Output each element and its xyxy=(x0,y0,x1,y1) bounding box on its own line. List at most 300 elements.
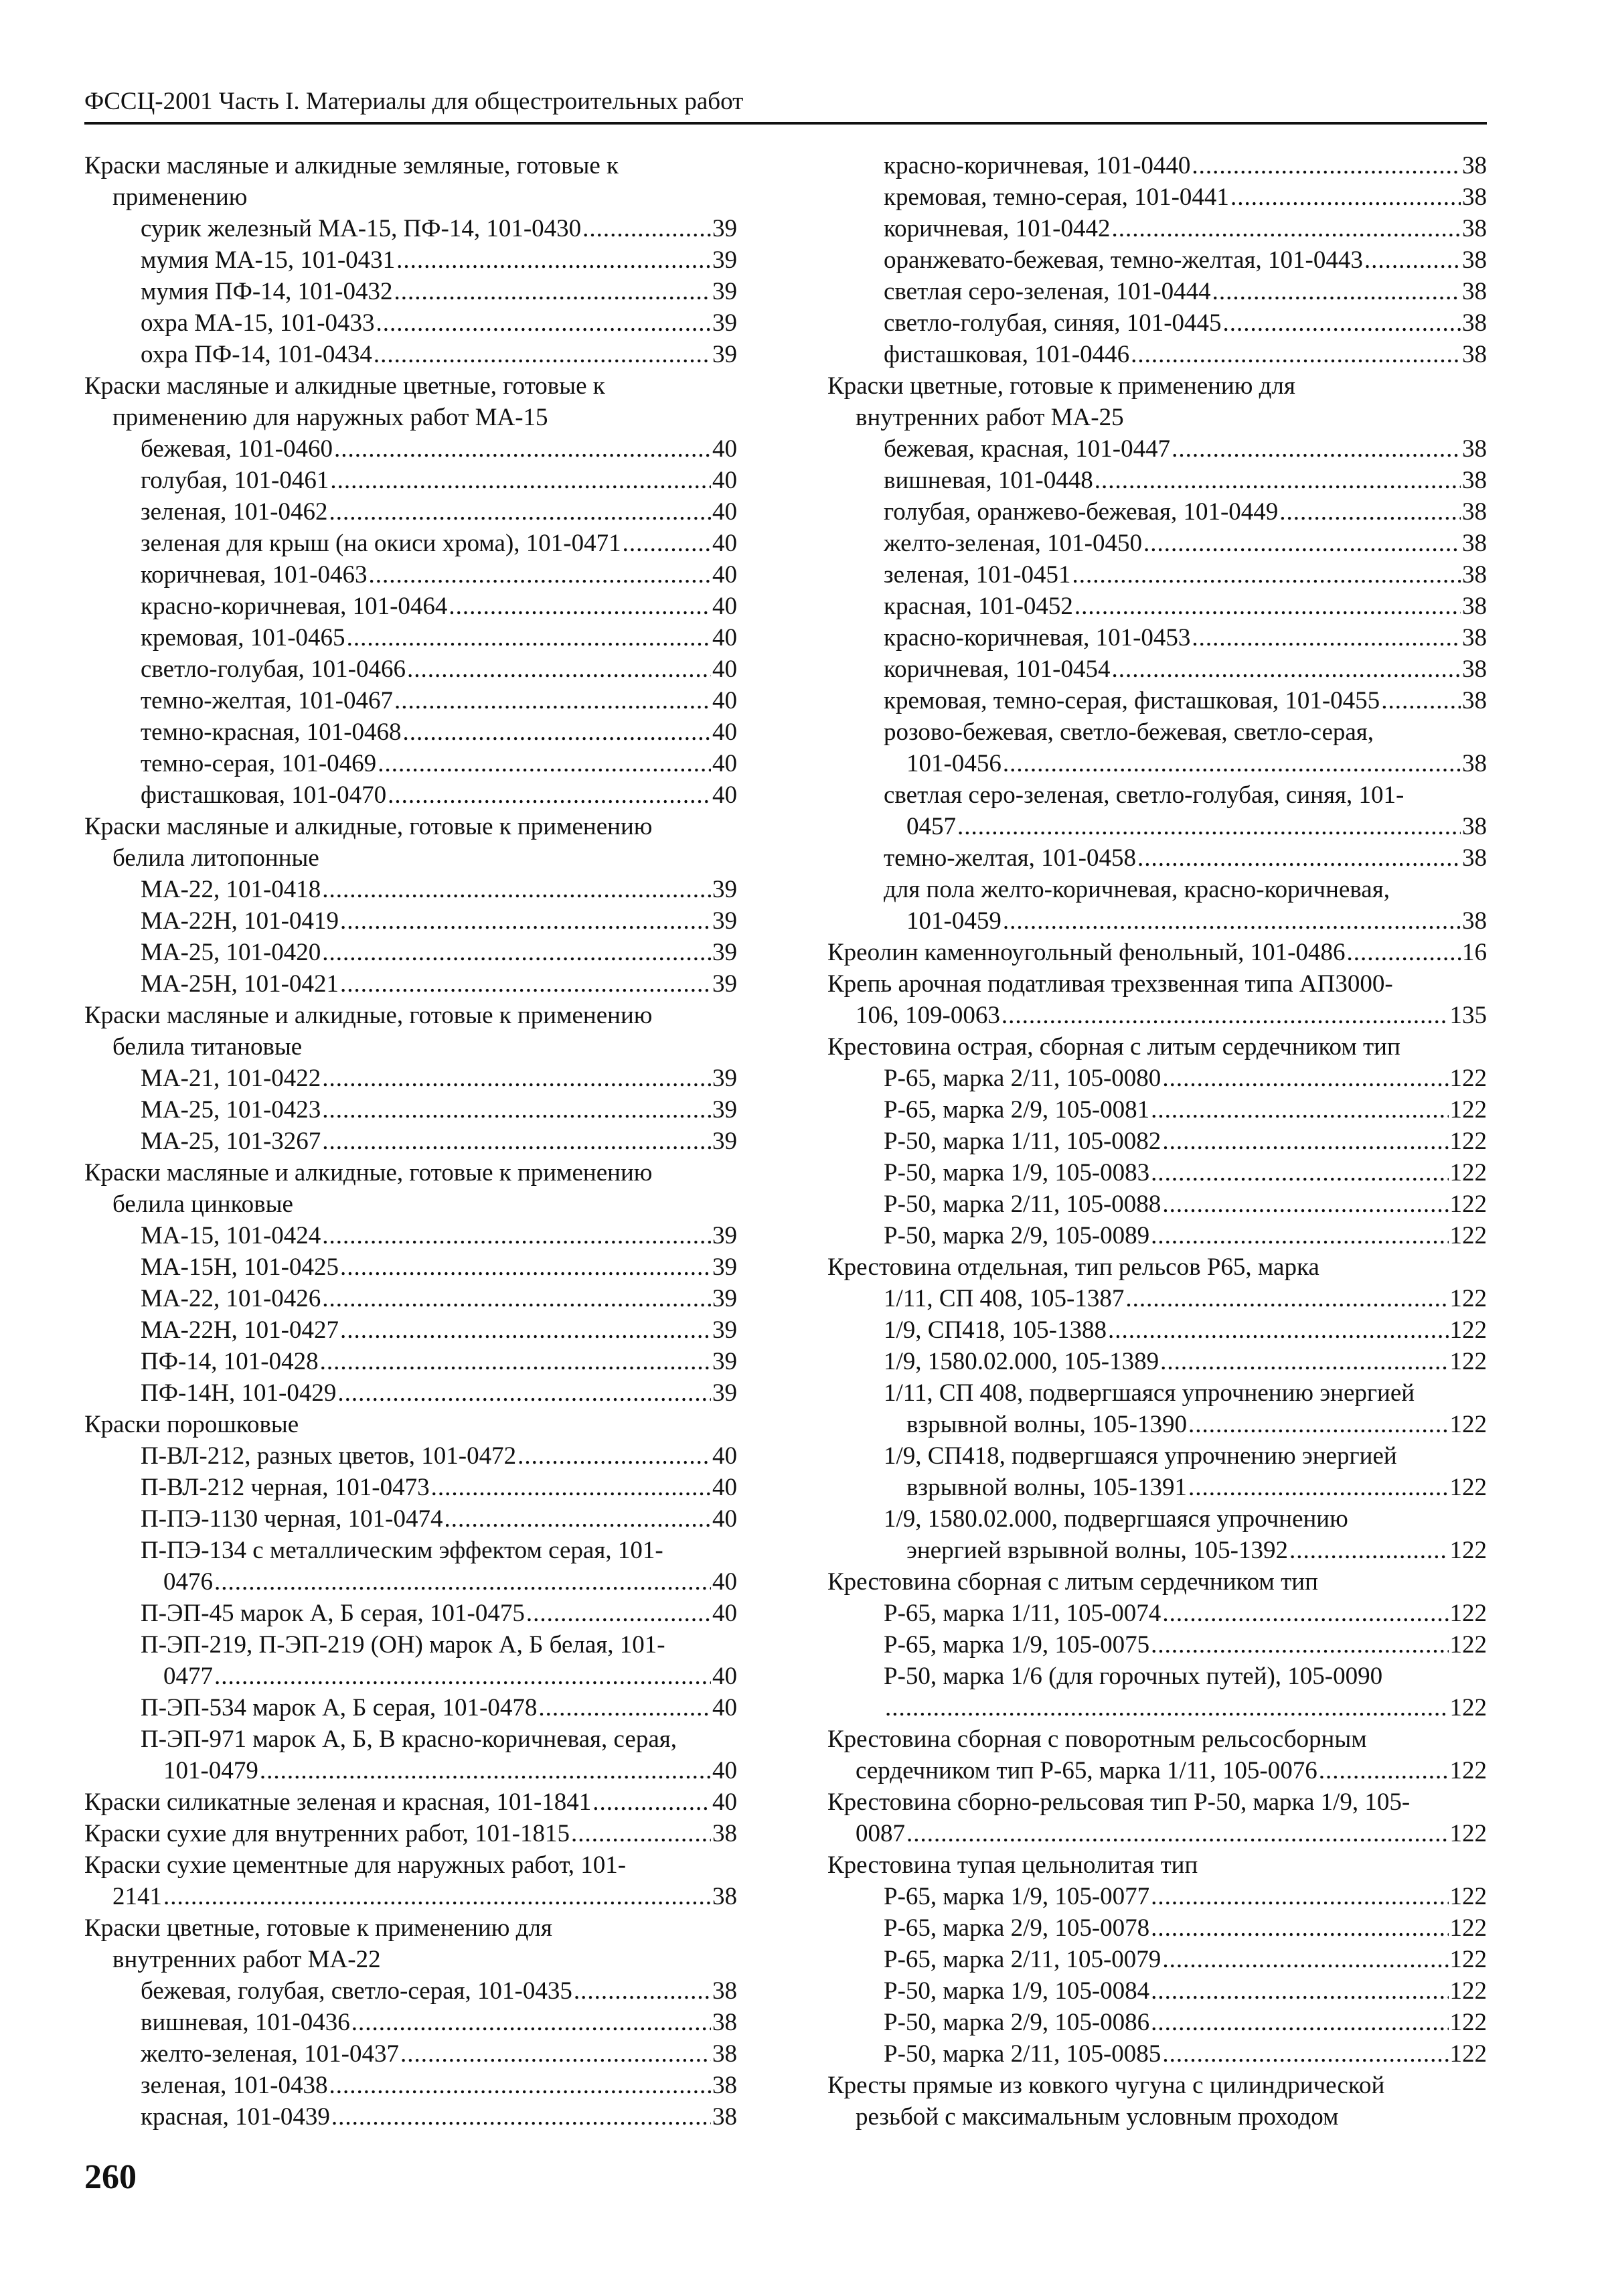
entry-text: 0477 xyxy=(163,1663,213,1690)
index-column-right xyxy=(827,150,1487,2133)
entry-text: красная, 101-0452 xyxy=(884,593,1073,620)
index-entry xyxy=(827,1157,1487,1189)
entry-text: 0476 xyxy=(163,1568,213,1596)
index-heading: Краски порошковые xyxy=(84,1411,299,1438)
index-entry xyxy=(827,811,1487,842)
index-entry xyxy=(84,874,737,905)
index-entry xyxy=(827,150,1487,181)
index-entry xyxy=(84,244,737,276)
entry-page-ref: 135 xyxy=(1449,1002,1487,1029)
index-entry xyxy=(827,496,1487,528)
index-entry xyxy=(84,779,737,811)
dot-leader xyxy=(322,937,711,968)
dot-leader xyxy=(394,685,711,716)
index-entry xyxy=(84,937,737,968)
dot-leader xyxy=(394,276,711,307)
entry-page-ref: 38 xyxy=(1462,750,1487,777)
dot-leader xyxy=(1137,842,1461,874)
index-entry xyxy=(827,1314,1487,1346)
dot-leader xyxy=(320,1346,711,1377)
dot-leader xyxy=(1151,1629,1448,1661)
entry-text: Р-50, марка 1/11, 105-0082 xyxy=(884,1128,1161,1155)
entry-page-ref: 40 xyxy=(712,1600,737,1627)
index-entry xyxy=(827,465,1487,496)
index-line: внутренних работ МА-22 xyxy=(112,1946,381,1973)
entry-text: П-ВЛ-212 черная, 101-0473 xyxy=(141,1474,430,1501)
index-entry xyxy=(84,1975,737,2007)
index-entry xyxy=(827,1283,1487,1314)
entry-text: МА-25, 101-0423 xyxy=(141,1096,321,1124)
entry-text: Р-65, марка 1/9, 105-0075 xyxy=(884,1631,1150,1659)
dot-leader xyxy=(449,591,711,622)
entry-page-ref: 38 xyxy=(1462,467,1487,494)
entry-page-ref: 122 xyxy=(1449,1537,1487,1564)
entry-text: П-ПЭ-1130 черная, 101-0474 xyxy=(141,1505,443,1533)
index-line: белила титановые xyxy=(112,1033,303,1061)
dot-leader xyxy=(340,968,711,1000)
dot-leader xyxy=(1108,1314,1449,1346)
dot-leader xyxy=(322,874,711,905)
index-entry xyxy=(827,1598,1487,1629)
entry-page-ref: 39 xyxy=(712,876,737,903)
dot-leader xyxy=(396,244,711,276)
index-entry xyxy=(827,1346,1487,1377)
index-line: 1/9, 1580.02.000, подвергшаяся упрочнению xyxy=(884,1505,1348,1533)
entry-page-ref: 38 xyxy=(1462,341,1487,368)
entry-text: коричневая, 101-0454 xyxy=(884,656,1111,683)
index-entry xyxy=(84,2038,737,2070)
index-heading: Кресты прямые из ковкого чугуна с цилиндрической xyxy=(827,2072,1385,2099)
dot-leader xyxy=(906,1818,1449,1849)
index-line: 1/9, СП418, подвергшаяся упрочнению энергией xyxy=(884,1442,1397,1470)
entry-page-ref: 39 xyxy=(712,215,737,242)
index-line: П-ЭП-971 марок А, Б, В красно-коричневая, серая, xyxy=(141,1726,677,1753)
entry-page-ref: 40 xyxy=(712,687,737,714)
dot-leader xyxy=(1162,1126,1448,1157)
entry-text: зеленая для крыш (на окиси хрома), 101-0471 xyxy=(141,530,621,557)
entry-page-ref: 122 xyxy=(1449,1159,1487,1187)
dot-leader xyxy=(582,213,711,244)
index-heading: Крепь арочная податливая трехзвенная типа АП3000- xyxy=(827,970,1393,998)
index-heading: Краски масляные и алкидные, готовые к применению xyxy=(84,813,653,840)
index-heading: Краски масляные и алкидные, готовые к применению xyxy=(84,1002,653,1029)
entry-page-ref: 39 xyxy=(712,1222,737,1249)
entry-page-ref: 122 xyxy=(1449,1600,1487,1627)
index-entry xyxy=(84,1881,737,1912)
entry-text: фисташковая, 101-0470 xyxy=(141,781,387,809)
index-entry xyxy=(827,1220,1487,1251)
page-number: 260 xyxy=(84,2158,137,2196)
dot-leader xyxy=(1151,1912,1448,1944)
index-entry xyxy=(84,622,737,654)
index-line: розово-бежевая, светло-бежевая, светло-серая, xyxy=(884,718,1374,746)
dot-leader xyxy=(388,779,711,811)
dot-leader xyxy=(1381,685,1461,716)
index-entry xyxy=(827,937,1487,968)
index-entry xyxy=(827,244,1487,276)
index-entry xyxy=(84,1818,737,1849)
entry-text: П-ЭП-534 марок А, Б серая, 101-0478 xyxy=(141,1694,538,1721)
index-line: П-ПЭ-134 с металлическим эффектом серая, 101- xyxy=(141,1537,663,1564)
entry-text: МА-25, 101-3267 xyxy=(141,1128,321,1155)
entry-text: охра МА-15, 101-0433 xyxy=(141,309,375,337)
index-entry xyxy=(827,842,1487,874)
dot-leader xyxy=(1131,339,1461,370)
dot-leader xyxy=(340,1314,711,1346)
dot-leader xyxy=(1162,1598,1448,1629)
entry-text: ПФ-14Н, 101-0429 xyxy=(141,1379,337,1407)
entry-page-ref: 122 xyxy=(1449,1191,1487,1218)
entry-page-ref: 122 xyxy=(1449,1694,1487,1721)
entry-text: 101-0456 xyxy=(906,750,1001,777)
index-entry xyxy=(827,528,1487,559)
index-entry xyxy=(827,1975,1487,2007)
entry-page-ref: 38 xyxy=(1462,593,1487,620)
entry-page-ref: 40 xyxy=(712,624,737,652)
entry-text: Р-65, марка 2/11, 105-0080 xyxy=(884,1065,1161,1092)
index-entry xyxy=(827,276,1487,307)
entry-page-ref: 38 xyxy=(1462,561,1487,589)
dot-leader xyxy=(526,1598,711,1629)
index-entry xyxy=(84,1063,737,1094)
entry-page-ref: 40 xyxy=(712,1663,737,1690)
entry-text: бежевая, 101-0460 xyxy=(141,435,333,463)
entry-page-ref: 122 xyxy=(1449,1977,1487,2005)
index-line: применению xyxy=(112,183,248,211)
entry-page-ref: 39 xyxy=(712,1379,737,1407)
index-entry xyxy=(84,213,737,244)
entry-page-ref: 122 xyxy=(1449,1096,1487,1124)
entry-text: темно-красная, 101-0468 xyxy=(141,718,402,746)
index-entry xyxy=(84,591,737,622)
entry-text: вишневая, 101-0436 xyxy=(141,2009,350,2036)
entry-page-ref: 40 xyxy=(712,561,737,589)
dot-leader xyxy=(1162,2038,1448,2070)
dot-leader xyxy=(331,2101,711,2133)
index-entry xyxy=(84,1661,737,1692)
entry-page-ref: 38 xyxy=(1462,152,1487,179)
entry-page-ref: 40 xyxy=(712,530,737,557)
index-entry xyxy=(827,1126,1487,1157)
dot-leader xyxy=(1151,1094,1448,1126)
index-entry xyxy=(84,716,737,748)
entry-page-ref: 38 xyxy=(1462,530,1487,557)
entry-text: Р-65, марка 1/11, 105-0074 xyxy=(884,1600,1161,1627)
index-entry xyxy=(827,1818,1487,1849)
dot-leader xyxy=(1212,276,1461,307)
entry-page-ref: 38 xyxy=(1462,624,1487,652)
entry-text: взрывной волны, 105-1391 xyxy=(906,1474,1187,1501)
entry-text: Р-50, марка 2/9, 105-0086 xyxy=(884,2009,1150,2036)
entry-page-ref: 38 xyxy=(1462,278,1487,305)
dot-leader xyxy=(1095,465,1461,496)
dot-leader xyxy=(592,1786,711,1818)
index-entry xyxy=(827,307,1487,339)
entry-text: Р-65, марка 2/11, 105-0079 xyxy=(884,1946,1161,1973)
entry-page-ref: 40 xyxy=(712,1694,737,1721)
entry-text: П-ВЛ-212, разных цветов, 101-0472 xyxy=(141,1442,517,1470)
entry-page-ref: 122 xyxy=(1449,2009,1487,2036)
dot-leader xyxy=(517,1440,711,1472)
index-entry xyxy=(84,339,737,370)
dot-leader xyxy=(1319,1755,1449,1786)
entry-page-ref: 122 xyxy=(1449,1883,1487,1910)
dot-leader xyxy=(337,1377,711,1409)
index-entry xyxy=(84,1283,737,1314)
entry-page-ref: 38 xyxy=(1462,844,1487,872)
entry-page-ref: 39 xyxy=(712,907,737,935)
index-entry xyxy=(84,1314,737,1346)
index-heading: Краски масляные и алкидные, готовые к применению xyxy=(84,1159,653,1187)
dot-leader xyxy=(1279,496,1461,528)
entry-page-ref: 122 xyxy=(1449,1065,1487,1092)
entry-page-ref: 38 xyxy=(1462,215,1487,242)
index-entry xyxy=(827,433,1487,465)
index-entry xyxy=(84,276,737,307)
entry-page-ref: 40 xyxy=(712,467,737,494)
entry-text: 1/9, 1580.02.000, 105-1389 xyxy=(884,1348,1159,1375)
entry-page-ref: 38 xyxy=(1462,498,1487,526)
dot-leader xyxy=(431,1472,711,1503)
entry-page-ref: 39 xyxy=(712,939,737,966)
index-entry xyxy=(84,748,737,779)
dot-leader xyxy=(400,2038,711,2070)
index-entry xyxy=(827,905,1487,937)
entry-text: темно-желтая, 101-0467 xyxy=(141,687,393,714)
entry-page-ref: 122 xyxy=(1449,1348,1487,1375)
entry-page-ref: 39 xyxy=(712,1348,737,1375)
entry-text: Р-50, марка 2/11, 105-0088 xyxy=(884,1191,1161,1218)
entry-page-ref: 38 xyxy=(1462,246,1487,274)
index-entry xyxy=(827,2038,1487,2070)
index-entry xyxy=(84,496,737,528)
index-entry xyxy=(827,591,1487,622)
entry-page-ref: 40 xyxy=(712,1474,737,1501)
entry-text: зеленая, 101-0438 xyxy=(141,2072,328,2099)
entry-text: мумия МА-15, 101-0431 xyxy=(141,246,396,274)
index-entry xyxy=(84,1126,737,1157)
dot-leader xyxy=(1188,1472,1449,1503)
entry-page-ref: 38 xyxy=(1462,907,1487,935)
entry-text: МА-25Н, 101-0421 xyxy=(141,970,339,998)
entry-text: светло-голубая, синяя, 101-0445 xyxy=(884,309,1222,337)
entry-text: охра ПФ-14, 101-0434 xyxy=(141,341,372,368)
dot-leader xyxy=(1230,181,1461,213)
entry-text: МА-21, 101-0422 xyxy=(141,1065,321,1092)
entry-page-ref: 122 xyxy=(1449,1285,1487,1312)
entry-page-ref: 38 xyxy=(712,1883,737,1910)
entry-text: зеленая, 101-0451 xyxy=(884,561,1071,589)
dot-leader xyxy=(1192,622,1461,654)
index-heading: Крестовина тупая цельнолитая тип xyxy=(827,1851,1198,1879)
entry-text: красная, 101-0439 xyxy=(141,2103,330,2131)
dot-leader xyxy=(340,905,711,937)
dot-leader xyxy=(330,465,711,496)
index-entry xyxy=(827,213,1487,244)
entry-text: Краски силикатные зеленая и красная, 101-1841 xyxy=(84,1788,592,1816)
index-line: Р-50, марка 1/6 (для горочных путей), 105-0090 xyxy=(884,1663,1383,1690)
index-heading: Крестовина сборно-рельсовая тип Р-50, марка 1/9, 105- xyxy=(827,1788,1411,1816)
entry-text: Р-50, марка 2/11, 105-0085 xyxy=(884,2040,1161,2068)
index-line: внутренних работ МА-25 xyxy=(856,404,1124,431)
entry-text: Р-50, марка 1/9, 105-0083 xyxy=(884,1159,1150,1187)
dot-leader xyxy=(214,1661,711,1692)
dot-leader xyxy=(340,1251,711,1283)
entry-page-ref: 40 xyxy=(712,1568,737,1596)
index-entry xyxy=(827,1912,1487,1944)
index-entry xyxy=(84,2101,737,2133)
dot-leader xyxy=(260,1755,711,1786)
entry-text: 1/11, СП 408, 105-1387 xyxy=(884,1285,1125,1312)
entry-text: П-ЭП-45 марок А, Б серая, 101-0475 xyxy=(141,1600,525,1627)
index-line: 1/11, СП 408, подвергшаяся упрочнению энергией xyxy=(884,1379,1415,1407)
entry-page-ref: 40 xyxy=(712,1788,737,1816)
header-rule xyxy=(84,122,1487,125)
index-heading: Краски цветные, готовые к применению для xyxy=(827,372,1295,400)
entry-page-ref: 39 xyxy=(712,309,737,337)
index-line: резьбой с максимальным условным проходом xyxy=(856,2103,1339,2131)
entry-page-ref: 39 xyxy=(712,1316,737,1344)
dot-leader xyxy=(1289,1535,1449,1566)
index-entry xyxy=(827,2007,1487,2038)
dot-leader xyxy=(368,559,711,591)
dot-leader xyxy=(1151,1881,1448,1912)
entry-page-ref: 38 xyxy=(1462,813,1487,840)
index-entry xyxy=(84,654,737,685)
entry-page-ref: 39 xyxy=(712,970,737,998)
dot-leader xyxy=(571,1818,711,1849)
index-entry xyxy=(84,1377,737,1409)
dot-leader xyxy=(1003,905,1461,937)
index-entry xyxy=(827,1535,1487,1566)
entry-text: коричневая, 101-0442 xyxy=(884,215,1111,242)
index-line: белила цинковые xyxy=(112,1191,293,1218)
entry-text: МА-22, 101-0426 xyxy=(141,1285,321,1312)
dot-leader xyxy=(347,622,711,654)
dot-leader xyxy=(322,1283,711,1314)
index-entry xyxy=(84,465,737,496)
entry-text: кремовая, темно-серая, фисташковая, 101-0455 xyxy=(884,687,1380,714)
entry-text: взрывной волны, 105-1390 xyxy=(906,1411,1187,1438)
entry-text: красно-коричневая, 101-0453 xyxy=(884,624,1191,652)
entry-text: голубая, 101-0461 xyxy=(141,467,329,494)
dot-leader xyxy=(1160,1346,1448,1377)
dot-leader xyxy=(885,1692,1449,1724)
index-entry xyxy=(84,1503,737,1535)
index-line: применению для наружных работ МА-15 xyxy=(112,404,548,431)
dot-leader xyxy=(1151,1220,1448,1251)
dot-leader xyxy=(1346,937,1461,968)
entry-page-ref: 38 xyxy=(712,1977,737,2005)
entry-page-ref: 122 xyxy=(1449,1128,1487,1155)
entry-text: мумия ПФ-14, 101-0432 xyxy=(141,278,393,305)
index-entry xyxy=(84,1472,737,1503)
entry-page-ref: 122 xyxy=(1449,1946,1487,1973)
entry-page-ref: 39 xyxy=(712,1285,737,1312)
dot-leader xyxy=(1223,307,1461,339)
entry-page-ref: 122 xyxy=(1449,1474,1487,1501)
index-entry xyxy=(827,1000,1487,1031)
index-entry xyxy=(827,654,1487,685)
entry-page-ref: 122 xyxy=(1449,1757,1487,1784)
entry-page-ref: 38 xyxy=(1462,435,1487,463)
dot-leader xyxy=(334,433,711,465)
entry-page-ref: 40 xyxy=(712,1505,737,1533)
index-entry xyxy=(84,559,737,591)
dot-leader xyxy=(1192,150,1461,181)
dot-leader xyxy=(322,1220,711,1251)
page-header: ФССЦ-2001 Часть I. Материалы для общестроительных работ xyxy=(84,88,744,115)
entry-text: светло-голубая, 101-0466 xyxy=(141,656,406,683)
index-entry xyxy=(84,307,737,339)
entry-text: кремовая, 101-0465 xyxy=(141,624,345,652)
dot-leader xyxy=(407,654,711,685)
index-entry xyxy=(84,1220,737,1251)
entry-text: желто-зеленая, 101-0450 xyxy=(884,530,1142,557)
dot-leader xyxy=(1151,1157,1448,1189)
entry-page-ref: 40 xyxy=(712,781,737,809)
entry-page-ref: 39 xyxy=(712,1253,737,1281)
entry-page-ref: 38 xyxy=(712,2072,737,2099)
index-entry xyxy=(84,968,737,1000)
entry-page-ref: 39 xyxy=(712,1128,737,1155)
entry-text: бежевая, красная, 101-0447 xyxy=(884,435,1171,463)
entry-text: темно-серая, 101-0469 xyxy=(141,750,377,777)
index-entry xyxy=(84,1251,737,1283)
dot-leader xyxy=(957,811,1461,842)
entry-text: Р-50, марка 2/9, 105-0089 xyxy=(884,1222,1150,1249)
dot-leader xyxy=(1074,591,1461,622)
entry-page-ref: 40 xyxy=(712,498,737,526)
dot-leader xyxy=(214,1566,711,1598)
dot-leader xyxy=(351,2007,711,2038)
entry-text: сердечником тип Р-65, марка 1/11, 105-0076 xyxy=(856,1757,1317,1784)
dot-leader xyxy=(1125,1283,1448,1314)
index-entry xyxy=(827,1692,1487,1724)
index-entry xyxy=(827,1063,1487,1094)
index-entry xyxy=(84,1755,737,1786)
dot-leader xyxy=(1172,433,1461,465)
entry-text: светлая серо-зеленая, 101-0444 xyxy=(884,278,1211,305)
index-entry xyxy=(827,181,1487,213)
index-heading: Крестовина сборная с литым сердечником тип xyxy=(827,1568,1318,1596)
entry-page-ref: 40 xyxy=(712,1757,737,1784)
dot-leader xyxy=(322,1094,711,1126)
entry-page-ref: 38 xyxy=(1462,656,1487,683)
index-heading: Краски масляные и алкидные земляные, готовые к xyxy=(84,152,619,179)
entry-text: желто-зеленая, 101-0437 xyxy=(141,2040,399,2068)
index-entry xyxy=(827,748,1487,779)
index-line: белила литопонные xyxy=(112,844,319,872)
entry-text: 101-0479 xyxy=(163,1757,258,1784)
index-heading: Крестовина сборная с поворотным рельсосборным xyxy=(827,1726,1367,1753)
dot-leader xyxy=(163,1881,711,1912)
entry-text: МА-22Н, 101-0419 xyxy=(141,907,339,935)
dot-leader xyxy=(374,339,711,370)
entry-text: 2141 xyxy=(112,1883,162,1910)
index-line: для пола желто-коричневая, красно-коричневая, xyxy=(884,876,1390,903)
dot-leader xyxy=(1364,244,1461,276)
index-entry xyxy=(84,1094,737,1126)
entry-text: Креолин каменноугольный фенольный, 101-0486 xyxy=(827,939,1346,966)
entry-page-ref: 40 xyxy=(712,656,737,683)
index-entry xyxy=(827,685,1487,716)
dot-leader xyxy=(538,1692,711,1724)
entry-page-ref: 122 xyxy=(1449,1914,1487,1942)
entry-text: энергией взрывной волны, 105-1392 xyxy=(906,1537,1288,1564)
dot-leader xyxy=(623,528,711,559)
dot-leader xyxy=(1162,1189,1448,1220)
